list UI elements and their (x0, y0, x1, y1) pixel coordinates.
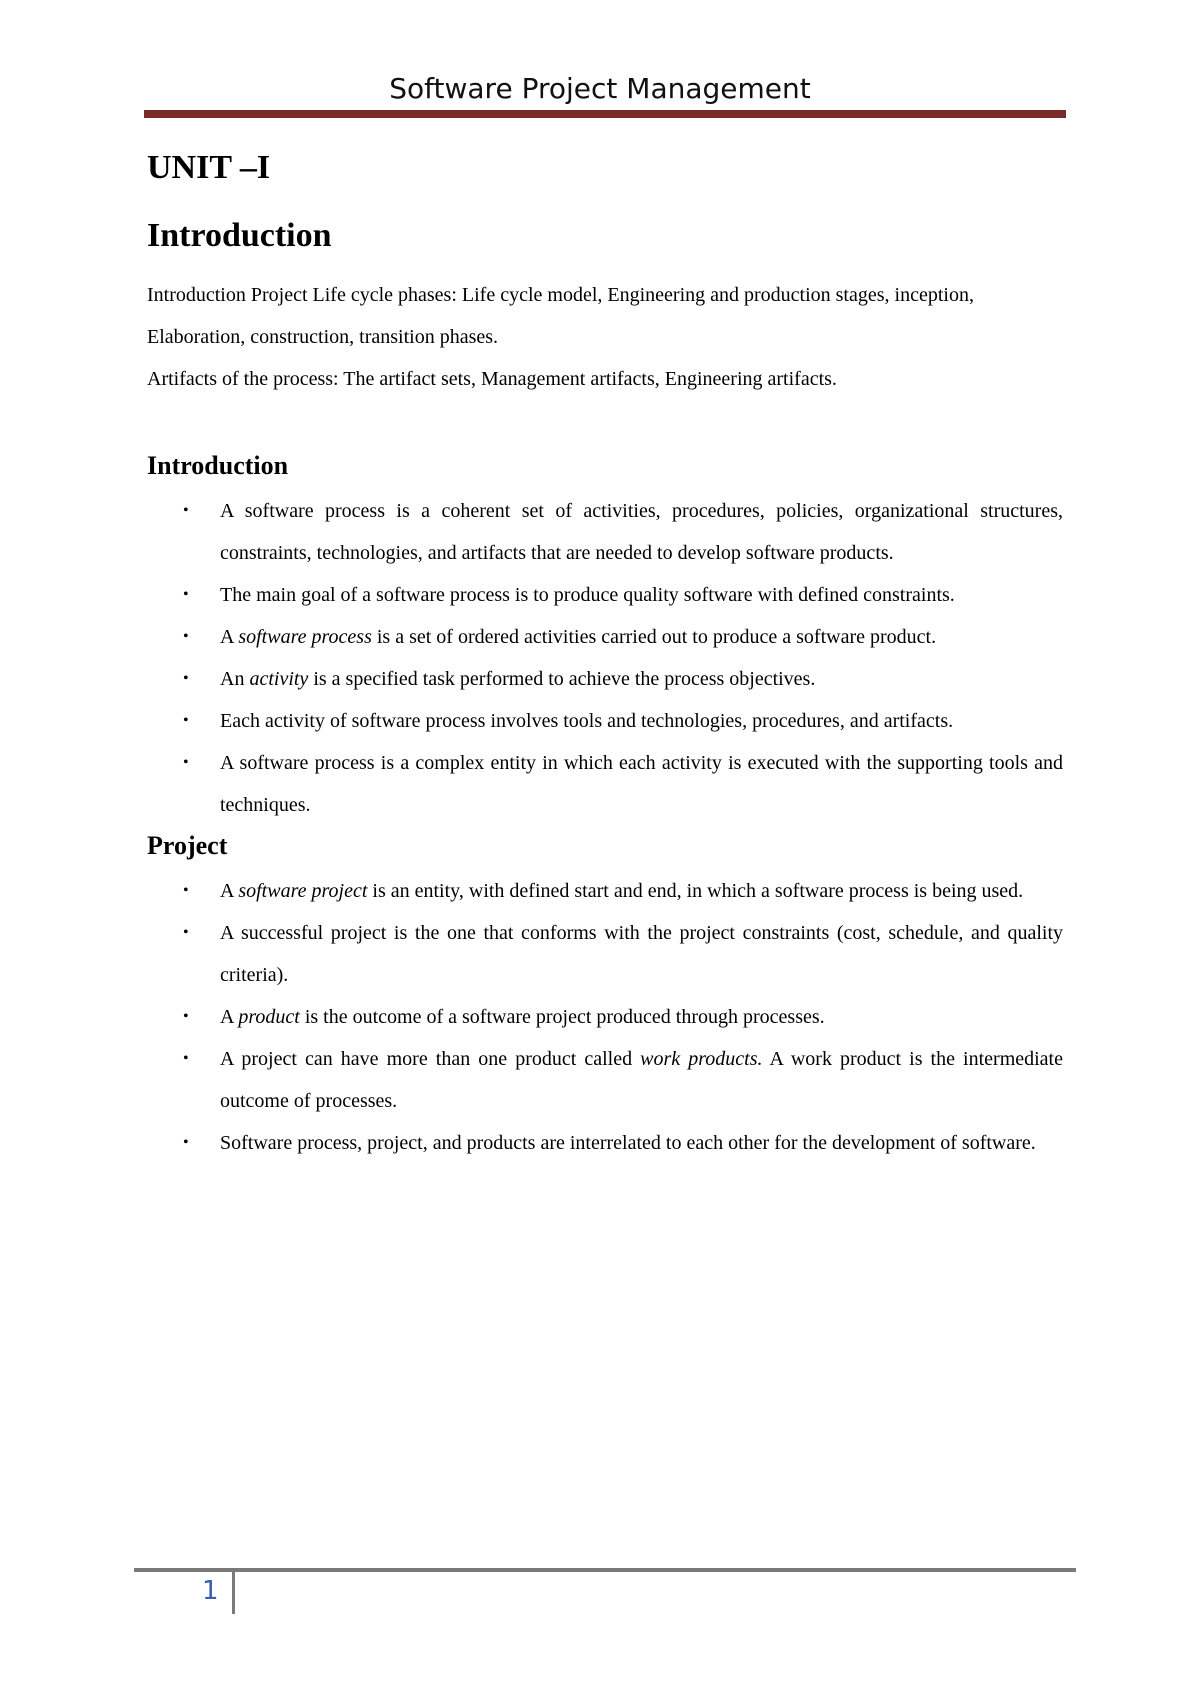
overview-paragraph (147, 274, 1063, 400)
list-item: • A product is the outcome of a software project produced through processes. (147, 996, 1063, 1038)
footer-rule (134, 1568, 1076, 1572)
list-item: • A successful project is the one that conforms with the project constraints (cost, schedule, and quality criteria). (147, 912, 1063, 996)
bullet-icon: • (183, 670, 189, 687)
bullet-icon: • (183, 1050, 189, 1067)
emphasis-term: activity (249, 668, 309, 690)
bullet-icon: • (183, 586, 189, 603)
introduction-bullet-list (147, 490, 1063, 826)
list-item: • A software project is an entity, with defined start and end, in which a software process is being used. (147, 870, 1063, 912)
bullet-icon: • (183, 924, 189, 941)
bullet-icon: • (183, 882, 189, 899)
list-item: • A software process is a coherent set of activities, procedures, policies, organizational structures, constraints, technologies, and artifacts that are needed to develop software products. (147, 490, 1063, 574)
page-content (147, 148, 1063, 1164)
list-item: • An activity is a specified task performed to achieve the process objectives. (147, 658, 1063, 700)
list-item: • The main goal of a software process is to produce quality software with defined constraints. (147, 574, 1063, 616)
bullet-icon: • (183, 502, 189, 519)
list-item: • Software process, project, and products are interrelated to each other for the development of software. (147, 1122, 1063, 1164)
page-number: 1 (202, 1576, 219, 1606)
unit-title: UNIT –I (147, 149, 271, 186)
emphasis-term: work products. (640, 1048, 763, 1070)
section-heading-introduction: Introduction (147, 451, 289, 480)
overview-line-1: Introduction Project Life cycle phases: Life cycle model, Engineering and production stages, inception, Elaboration, construction, transition phases. (147, 284, 974, 348)
bullet-icon: • (183, 712, 189, 729)
bullet-icon: • (183, 1008, 189, 1025)
list-item: • A software process is a complex entity in which each activity is executed with the supporting tools and techniques. (147, 742, 1063, 826)
running-header: Software Project Management (389, 72, 811, 105)
emphasis-term: product (238, 1006, 300, 1028)
list-item: • A software process is a set of ordered activities carried out to produce a software product. (147, 616, 1063, 658)
list-item: • A project can have more than one product called work products. A work product is the intermediate outcome of processes. (147, 1038, 1063, 1122)
emphasis-term: software process (238, 626, 372, 648)
emphasis-term: software project (238, 880, 368, 902)
header-rule (144, 110, 1066, 118)
footer-divider (232, 1572, 235, 1614)
section-heading-project: Project (147, 831, 228, 860)
overview-line-2: Artifacts of the process: The artifact sets, Management artifacts, Engineering artifacts. (147, 368, 837, 390)
bullet-icon: • (183, 1134, 189, 1151)
chapter-title: Introduction (147, 217, 332, 254)
bullet-icon: • (183, 754, 189, 771)
project-bullet-list (147, 870, 1063, 1164)
bullet-icon: • (183, 628, 189, 645)
list-item: • Each activity of software process involves tools and technologies, procedures, and artifacts. (147, 700, 1063, 742)
